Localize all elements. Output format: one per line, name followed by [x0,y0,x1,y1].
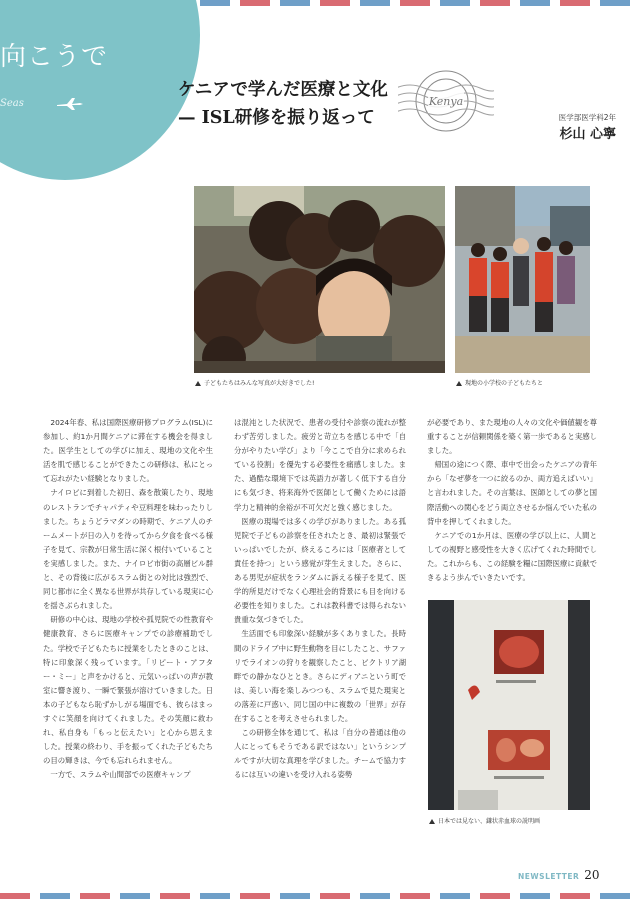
paragraph: ナイロビに到着した初日、森を散策したり、現地のレストランでチャパティや豆料理を味わったりしました。ちょうどラマダンの時期で、ケニア人のチームメートが日の入りを待ってから夕食を食べる様子を見て、宗教が日常生活に深く根付いていることを実感しました。また、ナイロビ市街の高層ビル群と、その背後に広がるスラム街との対比は強烈で、同じ都市に全く異なる世界が共存している現実に心を揺さぶられました。 [43,488,213,611]
paragraph: は混沌とした状況で、患者の受付や診察の流れが整わず苦労しました。疲労と苛立ちを感じる中で「自分がやりたい学び」より「今ここで自分に求められている役割」を優先する必要性を痛感しました。また、過酷な環境下では英語力が著しく低下する自分にも気づき、将来海外で医師として働くためには語学力と精神的余裕が不可欠だと強く感じました。 [234,418,406,512]
paragraph: ケニアでの1か月は、医療の学び以上に、人間としての視野と感受性を大きく広げてくれた時間でした。これからも、この経験を糧に国際医療に貢献できるよう歩んでいきたいです。 [427,530,597,583]
photo-children-selfie [194,186,445,373]
section-header-tab [0,0,200,180]
author-name: 杉山 心寧 [559,127,616,142]
photo-sickle-cell-drawings [428,600,590,810]
body-column-1 [43,416,213,782]
paragraph: 医療の現場では多くの学びがありました。ある孤児院で子どもの診察を任されたとき、最初は緊張でいっぱいでしたが、終えるころには「医療者として責任を持つ」という感覚が芽生えました。さらに、ある男児が症状をランダムに訴える様子を見て、医学的所見だけでなく心理社会的背景にも目を向ける必要性を知りました。これは教科書では得られない貴重な気づきでした。 [234,516,406,625]
author-department: 医学部医学科2年 [558,113,616,122]
paragraph: 帰国の途につく際、車中で出会ったケニアの青年から「なぜ夢を一つに絞るのか、両方追えばいい」と言われました。その言葉は、医師としての夢と国際活動への関心をどう両立させるか悩んでいた私の背中を押してくれました。 [427,460,597,526]
paragraph: 研修の中心は、現地の学校や孤児院での性教育や健康教育、さらに医療キャンプでの診療補助でした。学校で子どもたちに授業をしたときのことは、特に印象深く残っています。「リピート・アフター・ミー」と声をかけると、元気いっぱいの声が教室に響き渡り、一瞬で緊張が溶けていきました。日本の子どもなら恥ずかしがる場面でも、彼らはまっすぐに笑顔を向けてくれました。その笑顔に救われ、私自身も「もっと伝えたい」と心から思えました。授業の終わり、手を振ってくれた子どもたちの目の輝きは、今でも忘れられません。 [43,615,213,766]
kenya-postmark-stamp [398,62,494,140]
caption-photo-2 [456,378,543,387]
paragraph: この研修全体を通じて、私は「自分の普通は他の人にとってもそうである訳ではない」というシンプルですが大切な真理を学びました。チームで協力するには互いの違いを受け入れる姿勢 [234,728,406,780]
caption-text-3: 日本では見ない、鎌状赤血球の説明画 [438,818,541,825]
stamp-label: Kenya [428,95,464,108]
caption-text-1: 子どもたちはみんな写真が大好きでした! [204,380,315,387]
article-title-line1: ケニアで学んだ医療と文化 [178,80,388,100]
caption-photo-3 [429,816,540,825]
photo-school-children [455,186,590,373]
page-footer [518,864,600,883]
page-number: 20 [584,868,600,882]
newsletter-brand: NEWSLETTER [518,872,580,881]
airplane-icon [56,97,84,111]
caption-photo-1 [195,378,314,387]
body-column-3 [427,416,597,585]
caption-text-2: 現地の小学校の子どもたちと [465,380,544,387]
paragraph: 一方で、スラムや山間部での医療キャンプ [50,770,191,780]
section-subtitle: Seas [0,98,24,109]
paragraph: が必要であり、また現地の人々の文化や価値観を尊重することが信頼関係を築く第一歩であると実感しました。 [427,418,597,456]
caption-triangle-icon [456,381,462,386]
caption-triangle-icon [429,819,435,824]
paragraph: 2024年春、私は国際医療研修プログラム(ISL)に参加し、約1か月間ケニアに滞在する機会を得ました。医学生としての学びに加え、現地の文化や生活を肌で感じることができたこの研修は、私にとって忘れがたい経験となりました。 [43,418,213,484]
paragraph: 生活面でも印象深い経験が多くありました。長時間のドライブ中に野生動物を目にしたこと、サファリでライオンの狩りを観察したこと、ビクトリア湖畔での静かなひととき。さらにディアニという町では、美しい海を楽しみつつも、スラムで見た現実との落差に戸惑い、同じ国の中に複数の「世界」が存在することを考えさせられました。 [234,629,406,723]
section-title: 向こうで [0,42,109,72]
body-column-2 [234,416,406,782]
caption-triangle-icon [195,381,201,386]
article-title [178,76,388,132]
airmail-border-bottom [0,893,636,899]
article-title-line2: — ISL研修を振り返って [178,108,375,128]
